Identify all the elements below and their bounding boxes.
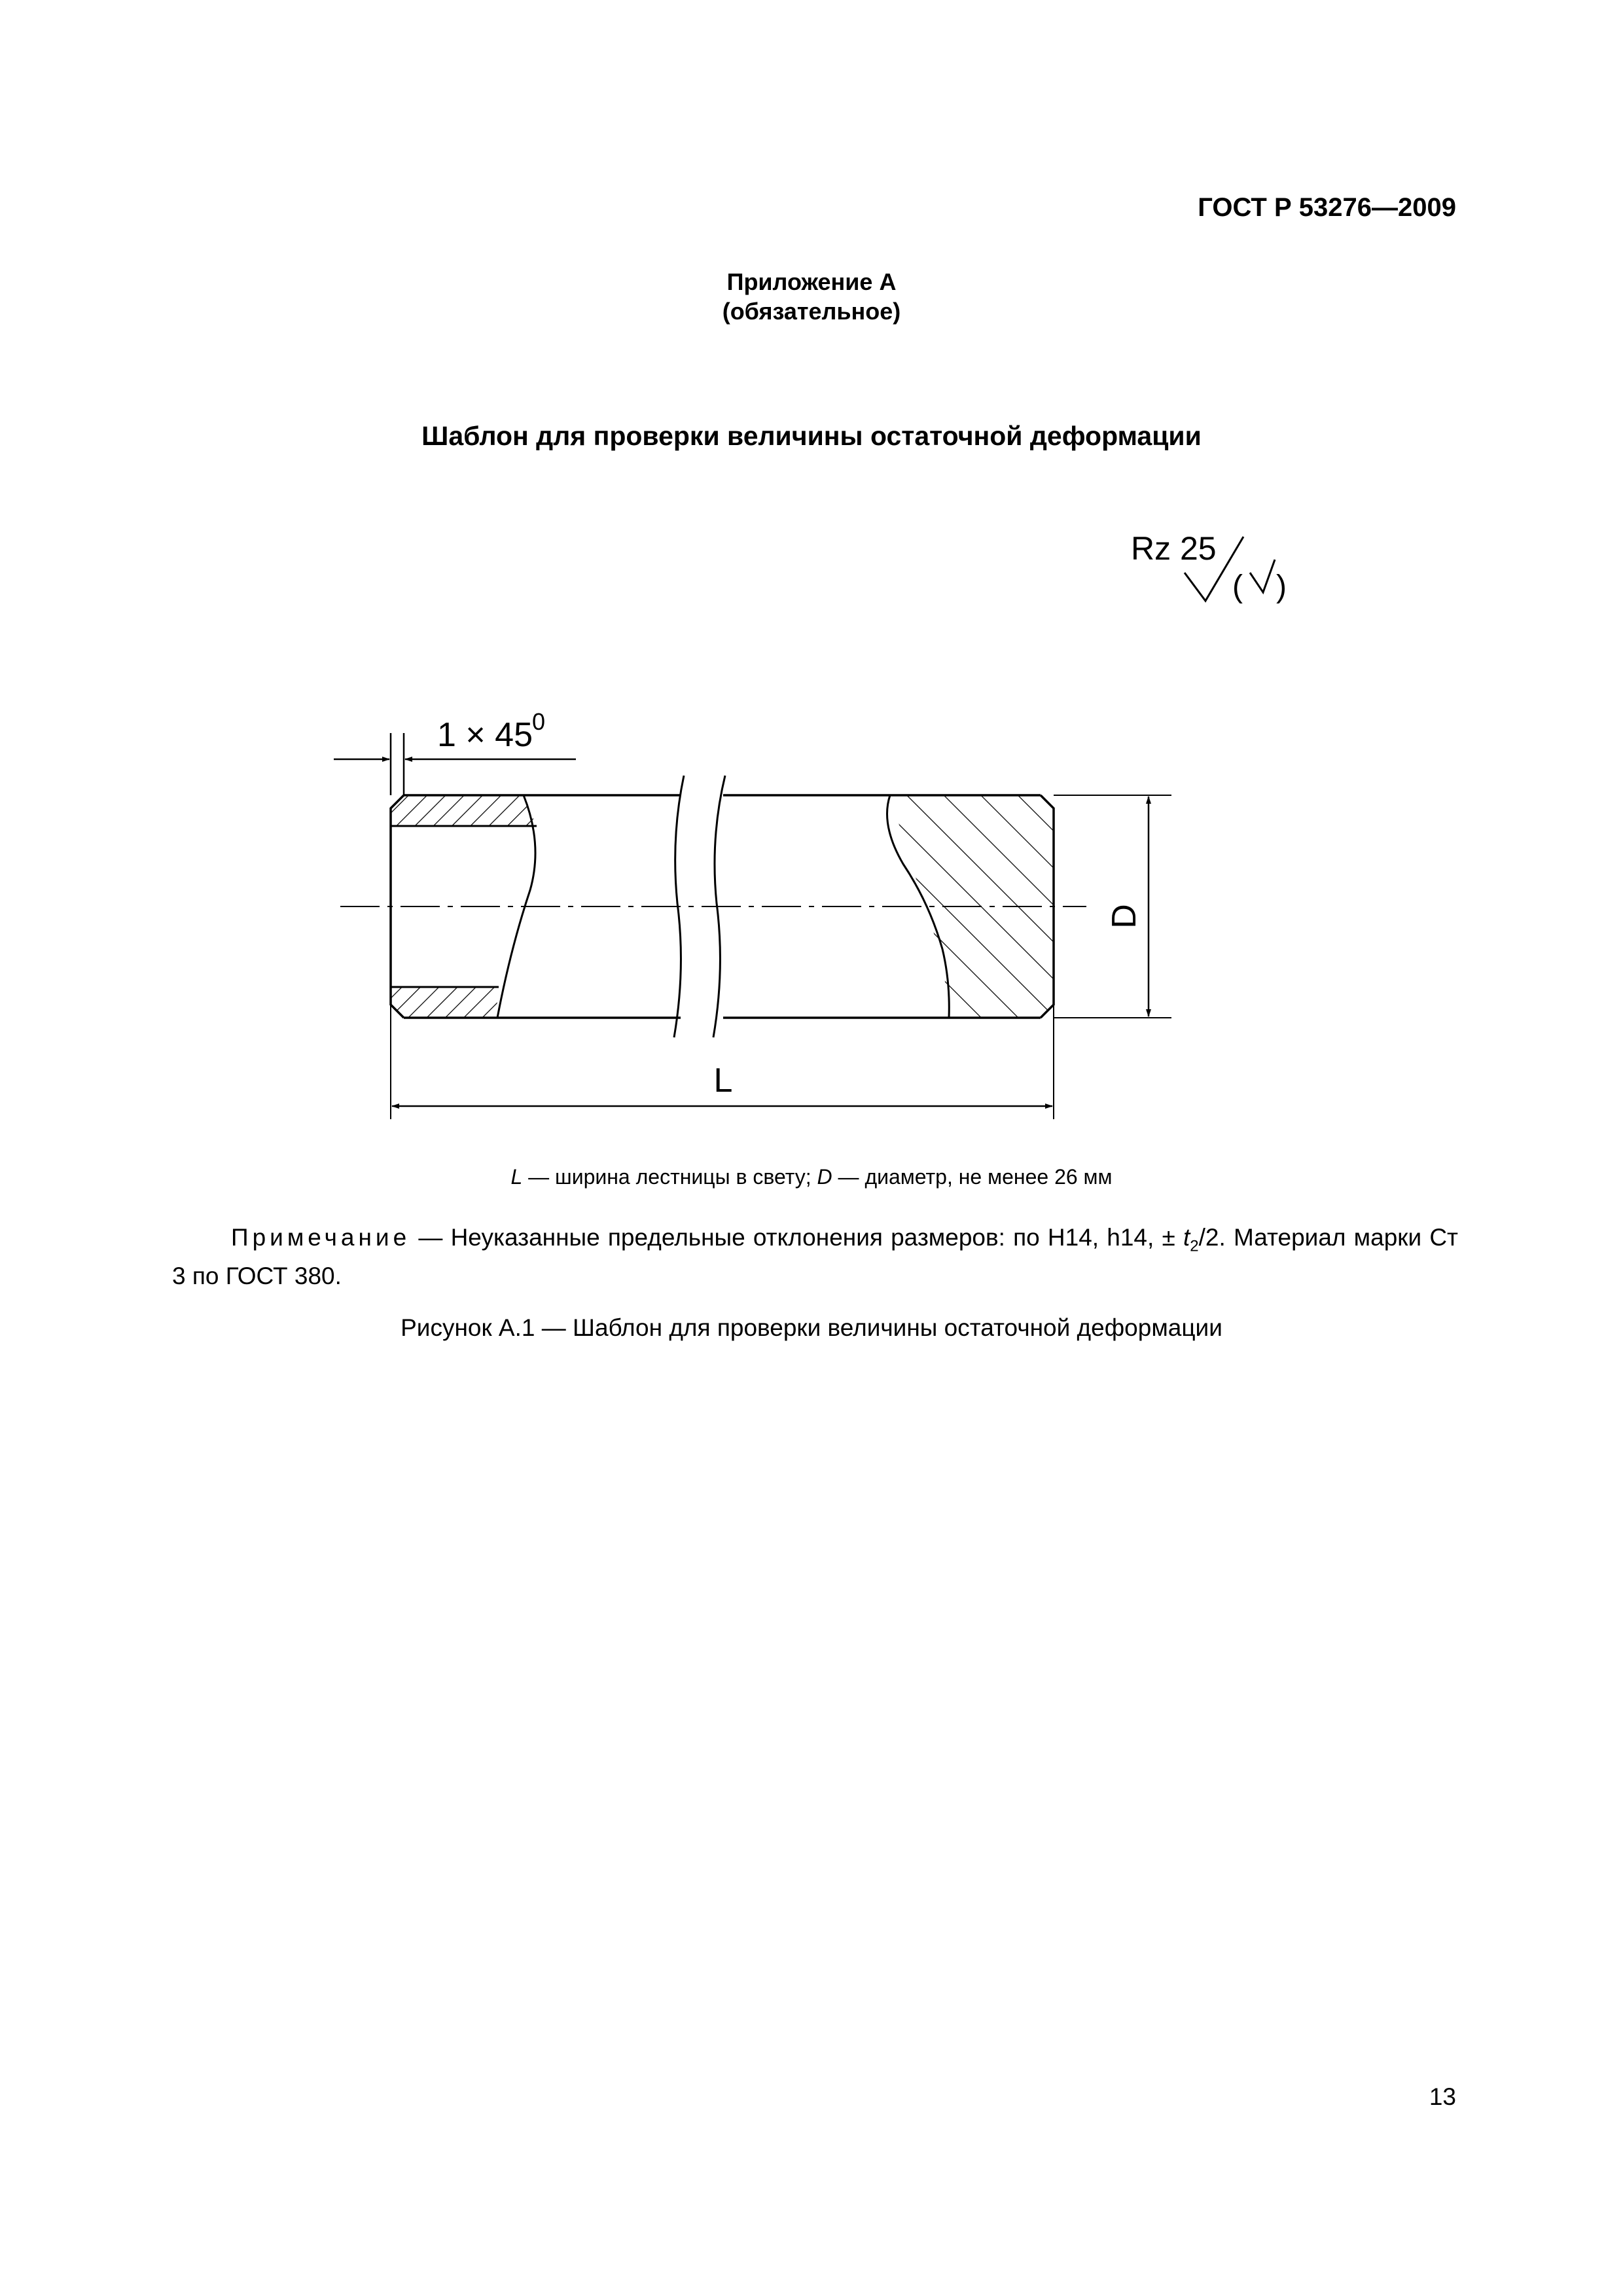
legend-l-symbol: L	[510, 1165, 523, 1189]
length-dimension	[391, 1005, 1054, 1119]
roughness-symbol	[1131, 530, 1287, 604]
note-t-subscript: 2	[1190, 1237, 1199, 1255]
note-paragraph	[172, 1223, 1458, 1291]
standard-code: ГОСТ Р 53276—2009	[1198, 193, 1456, 222]
figure-legend	[0, 1165, 1623, 1189]
annex-status: (обязательное)	[722, 298, 901, 325]
annex-title: Приложение А	[726, 268, 897, 295]
chamfer-label: 1 × 45	[437, 716, 533, 754]
chamfer-dimension	[334, 708, 576, 795]
note-t-symbol: t	[1183, 1224, 1190, 1251]
legend-d-symbol: D	[817, 1165, 832, 1189]
roughness-check-mark-small	[1250, 560, 1275, 592]
roughness-paren-right: )	[1276, 569, 1287, 604]
left-end-hatch-bottom	[391, 987, 499, 1018]
legend-d-text: — диаметр, не менее 26 мм	[832, 1165, 1113, 1189]
note-text-after: /2. Материал марки Ст 3 по ГОСТ 380.	[172, 1224, 1458, 1290]
diameter-label: D	[1105, 904, 1143, 929]
roughness-label: Rz 25	[1131, 530, 1217, 567]
note-label: Примечание	[231, 1224, 411, 1251]
chamfer-degree: 0	[532, 708, 546, 735]
roughness-paren-left: (	[1232, 569, 1243, 604]
page-number: 13	[1429, 2083, 1456, 2110]
left-end-hatch-top	[391, 795, 537, 826]
figure-caption: Рисунок А.1 — Шаблон для проверки величины остаточной деформации	[401, 1314, 1222, 1341]
note-text-before: — Неуказанные предельные отклонения размеров: по H14, h14, ±	[410, 1224, 1183, 1251]
section-title: Шаблон для проверки величины остаточной деформации	[421, 421, 1202, 451]
length-label: L	[713, 1062, 733, 1100]
legend-l-text: — ширина лестницы в свету;	[522, 1165, 817, 1189]
